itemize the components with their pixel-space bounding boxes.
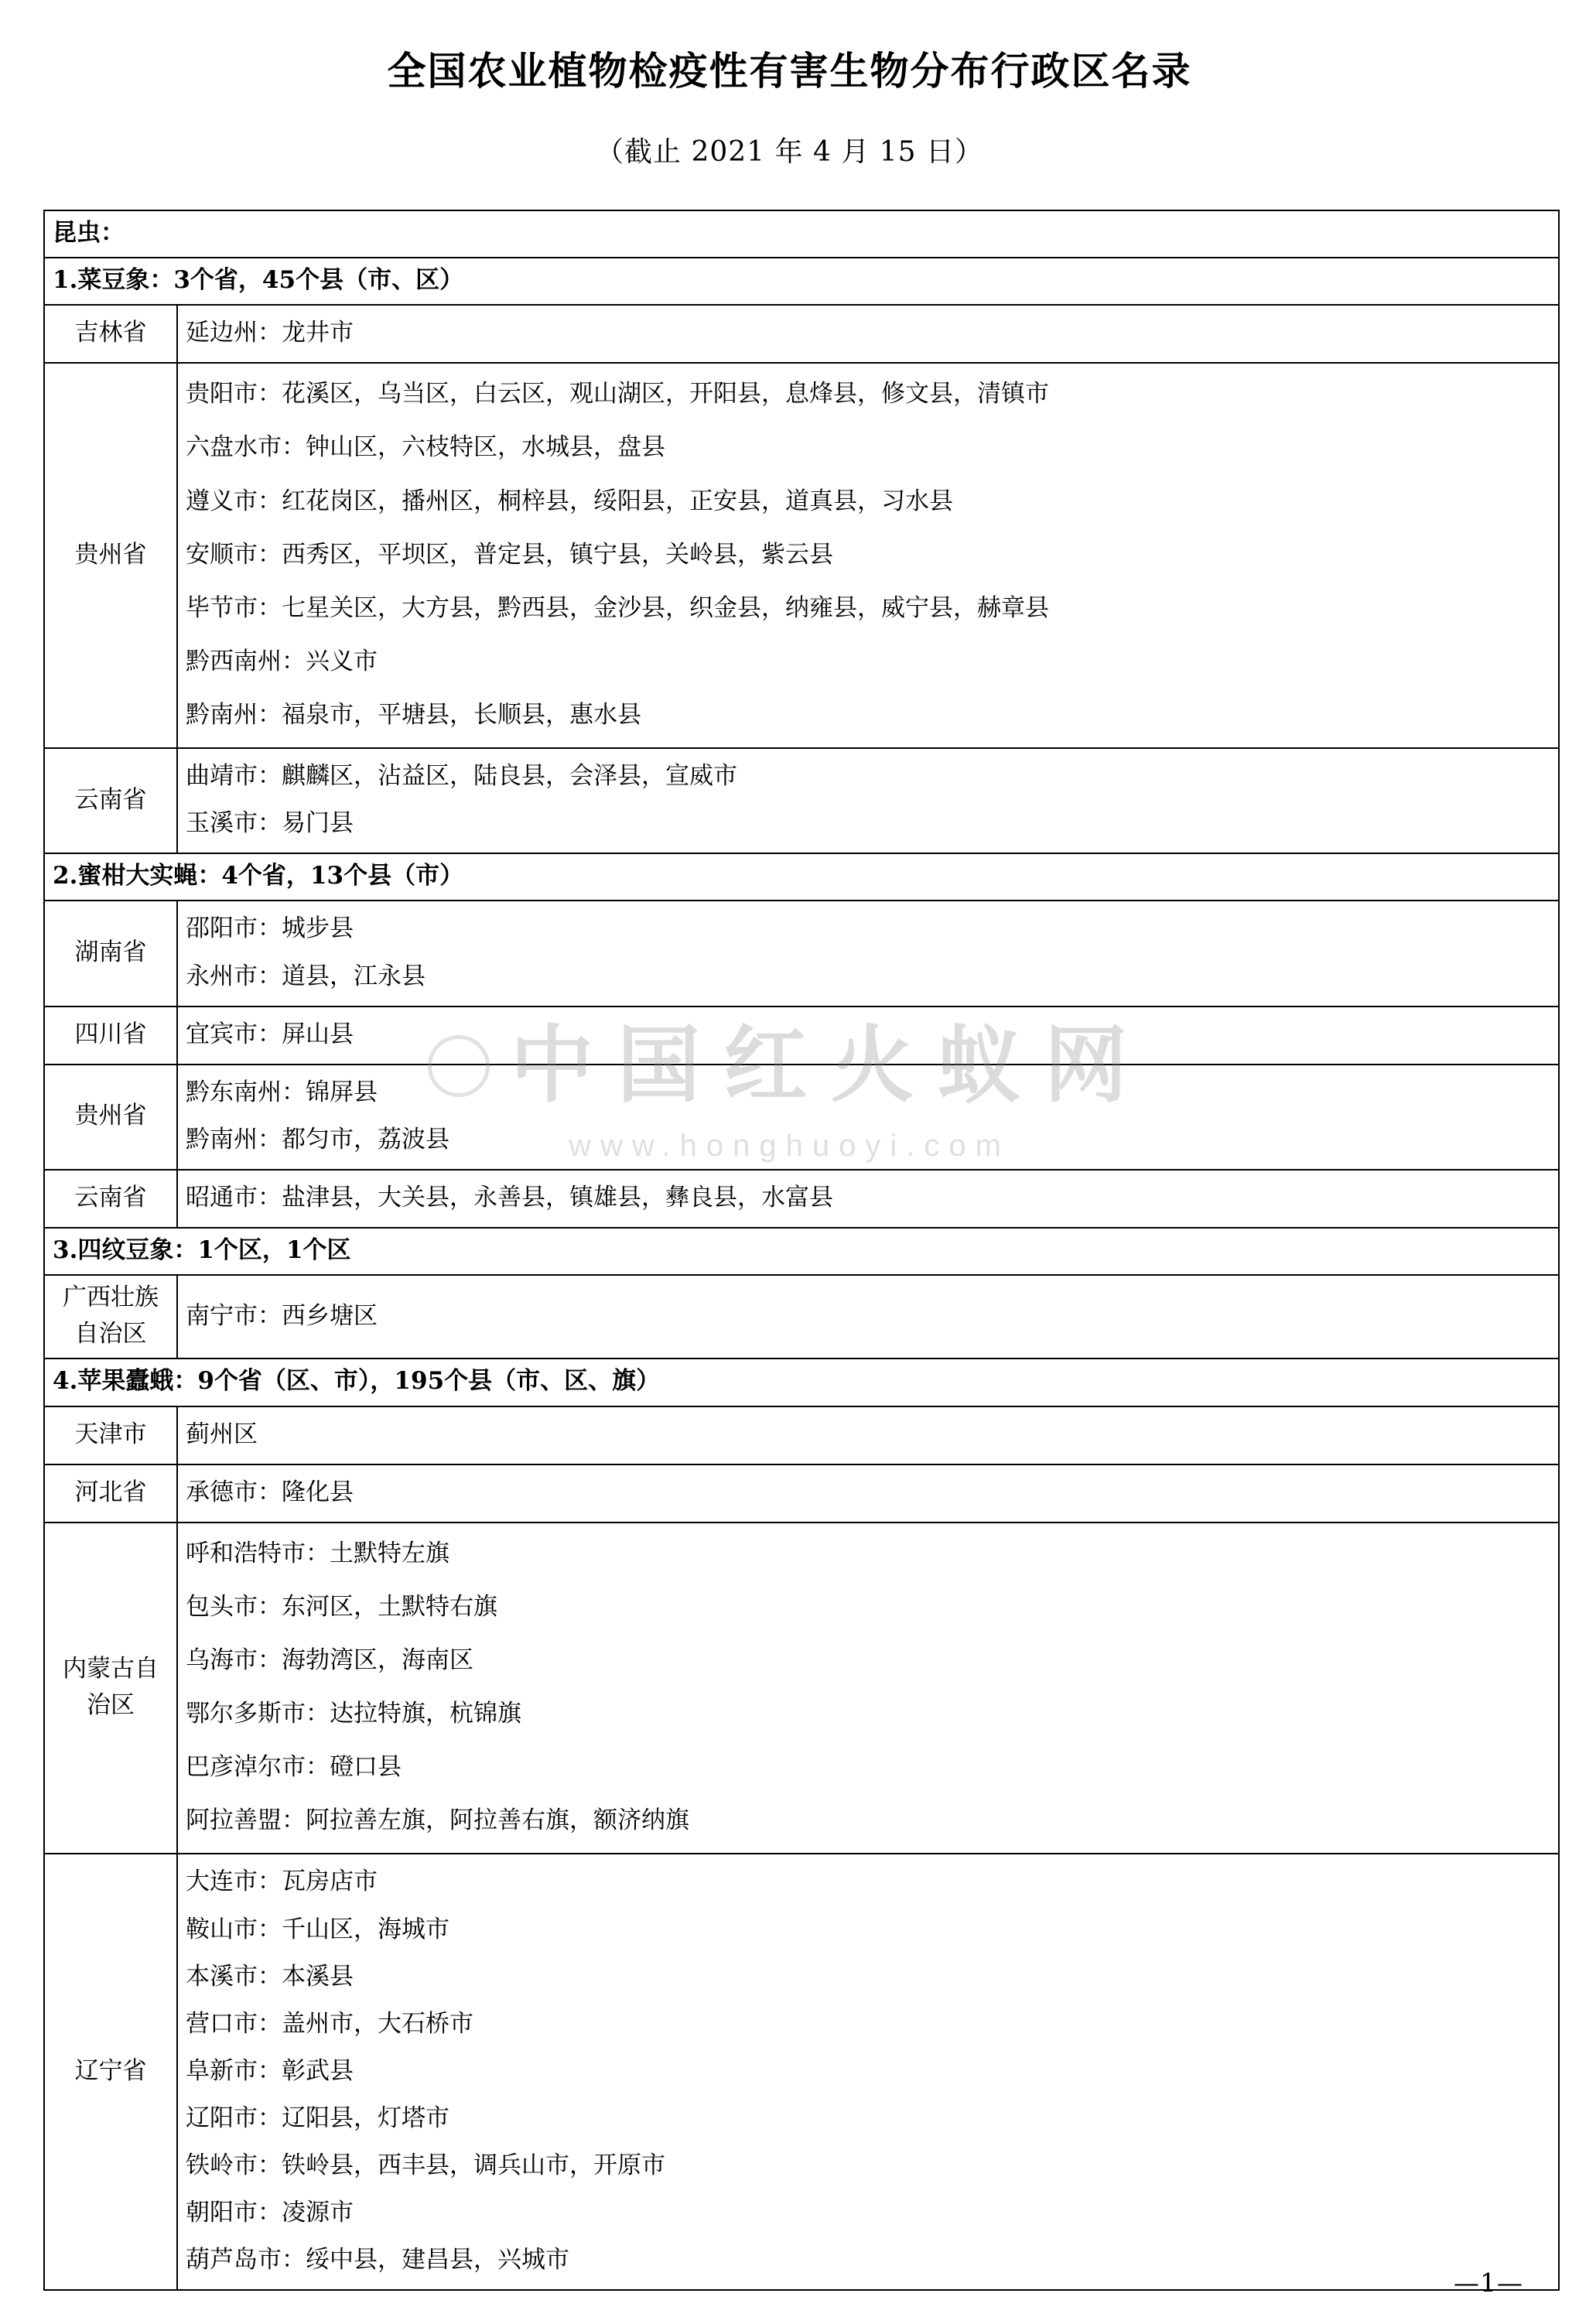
region-content: [177, 1006, 1559, 1065]
content-line: 乌海市：海勃湾区，海南区: [186, 1646, 473, 1674]
content-line: 昭通市：盐津县，大关县，永善县，镇雄县，彝良县，水富县: [186, 1183, 833, 1212]
region-cell: 湖南省: [44, 901, 177, 1006]
table-row: [44, 1006, 1559, 1065]
table-row: [44, 363, 1559, 748]
table-row: [44, 1464, 1559, 1523]
table-row: [44, 901, 1559, 1006]
region-content: [177, 1523, 1559, 1854]
region-cell: 河北省: [44, 1464, 177, 1523]
content-line: 黔东南州：锦屏县: [186, 1078, 378, 1106]
region-cell: 广西壮族自治区: [44, 1275, 177, 1359]
table-row: [44, 1228, 1559, 1275]
page-title: 全国农业植物检疫性有害生物分布行政区名录: [387, 48, 1192, 94]
content-line: 宜宾市：屏山县: [186, 1020, 354, 1048]
content-line: 阿拉善盟：阿拉善左旗，阿拉善右旗，额济纳旗: [186, 1806, 689, 1835]
region-cell: 天津市: [44, 1406, 177, 1464]
region-cell: 云南省: [44, 748, 177, 853]
region-content: [177, 1406, 1559, 1464]
section-heading: 4.苹果蠹蛾：9个省（区、市），195个县（市、区、旗）: [44, 1359, 1559, 1406]
content-line: 延边州：龙井市: [186, 319, 354, 347]
category-heading: 昆虫：: [44, 210, 1559, 258]
content-line: 巴彦淖尔市：磴口县: [186, 1753, 402, 1782]
content-line: 营口市：盖州市，大石桥市: [186, 2009, 473, 2038]
content-line: 承德市：隆化县: [186, 1478, 354, 1506]
content-line: 阜新市：彰武县: [186, 2056, 354, 2085]
region-content: [177, 1065, 1559, 1170]
content-line: 遵义市：红花岗区，播州区，桐梓县，绥阳县，正安县，道真县，习水县: [186, 487, 953, 515]
table-row: [44, 1523, 1559, 1854]
region-cell: 贵州省: [44, 363, 177, 748]
watermark-url: www.honghuoyi.com: [569, 1129, 1010, 1163]
region-content: [177, 1170, 1559, 1228]
section-heading: 1.菜豆象：3个省，45个县（市、区）: [44, 258, 1559, 305]
section-heading: 3.四纹豆象：1个区，1个区: [44, 1228, 1559, 1275]
region-cell: 吉林省: [44, 305, 177, 363]
table-row: [44, 1359, 1559, 1406]
region-cell: 四川省: [44, 1006, 177, 1065]
table-row: [44, 1406, 1559, 1464]
content-line: 曲靖市：麒麟区，沾益区，陆良县，会泽县，宣威市: [186, 762, 737, 791]
content-line: 朝阳市：凌源市: [186, 2199, 354, 2227]
table-row: [44, 748, 1559, 853]
table-row: [44, 1065, 1559, 1170]
table-row: [44, 1854, 1559, 2290]
content-line: 贵阳市：花溪区，乌当区，白云区，观山湖区，开阳县，息烽县，修文县，清镇市: [186, 380, 1049, 408]
distribution-table: [43, 210, 1560, 2291]
content-line: 铁岭市：铁岭县，西丰县，调兵山市，开原市: [186, 2151, 665, 2180]
region-cell: 内蒙古自治区: [44, 1523, 177, 1854]
watermark-main-label: 中国红火蚁网: [510, 1017, 1151, 1114]
content-line: 六盘水市：钟山区，六枝特区，水城县，盘县: [186, 433, 665, 462]
region-content: [177, 1275, 1559, 1359]
content-line: 包头市：东河区，土默特右旗: [186, 1592, 497, 1621]
page-subtitle: （截止 2021 年 4 月 15 日）: [596, 136, 983, 168]
region-cell: 贵州省: [44, 1065, 177, 1170]
region-cell: 辽宁省: [44, 1854, 177, 2290]
region-cell: 云南省: [44, 1170, 177, 1228]
table-row: [44, 305, 1559, 363]
table-row: [44, 210, 1559, 258]
table-row: [44, 853, 1559, 901]
content-line: 蓟州区: [186, 1420, 258, 1448]
page-number: —1—: [1454, 2268, 1523, 2298]
content-line: 毕节市：七星关区，大方县，黔西县，金沙县，织金县，纳雍县，威宁县，赫章县: [186, 593, 1049, 622]
content-line: 呼和浩特市：土默特左旗: [186, 1539, 449, 1567]
section-heading: 2.蜜柑大实蝇：4个省，13个县（市）: [44, 853, 1559, 901]
content-line: 辽阳市：辽阳县，灯塔市: [186, 2104, 449, 2132]
region-content: [177, 1464, 1559, 1523]
region-content: [177, 901, 1559, 1006]
region-content: [177, 1854, 1559, 2290]
content-line: 安顺市：西秀区，平坝区，普定县，镇宁县，关岭县，紫云县: [186, 540, 833, 569]
table-row: [44, 258, 1559, 305]
content-line: 鄂尔多斯市：达拉特旗，杭锦旗: [186, 1700, 521, 1728]
content-line: 鞍山市：千山区，海城市: [186, 1915, 449, 1943]
table-row: [44, 1170, 1559, 1228]
content-line: 黔南州：都匀市，荔波县: [186, 1125, 449, 1153]
content-line: 大连市：瓦房店市: [186, 1868, 378, 1896]
content-line: 永州市：道县，江永县: [186, 962, 426, 990]
content-line: 本溪市：本溪县: [186, 1962, 354, 1991]
region-content: [177, 305, 1559, 363]
region-content: [177, 363, 1559, 748]
region-content: [177, 748, 1559, 853]
content-line: 黔西南州：兴义市: [186, 647, 378, 675]
content-line: 黔南州：福泉市，平塘县，长顺县，惠水县: [186, 700, 641, 729]
content-line: 葫芦岛市：绥中县，建昌县，兴城市: [186, 2246, 569, 2274]
content-line: 南宁市：西乡塘区: [186, 1301, 378, 1330]
table-row: [44, 1275, 1559, 1359]
content-line: 邵阳市：城步县: [186, 914, 354, 943]
content-line: 玉溪市：易门县: [186, 809, 354, 838]
table-body: [44, 210, 1559, 2290]
